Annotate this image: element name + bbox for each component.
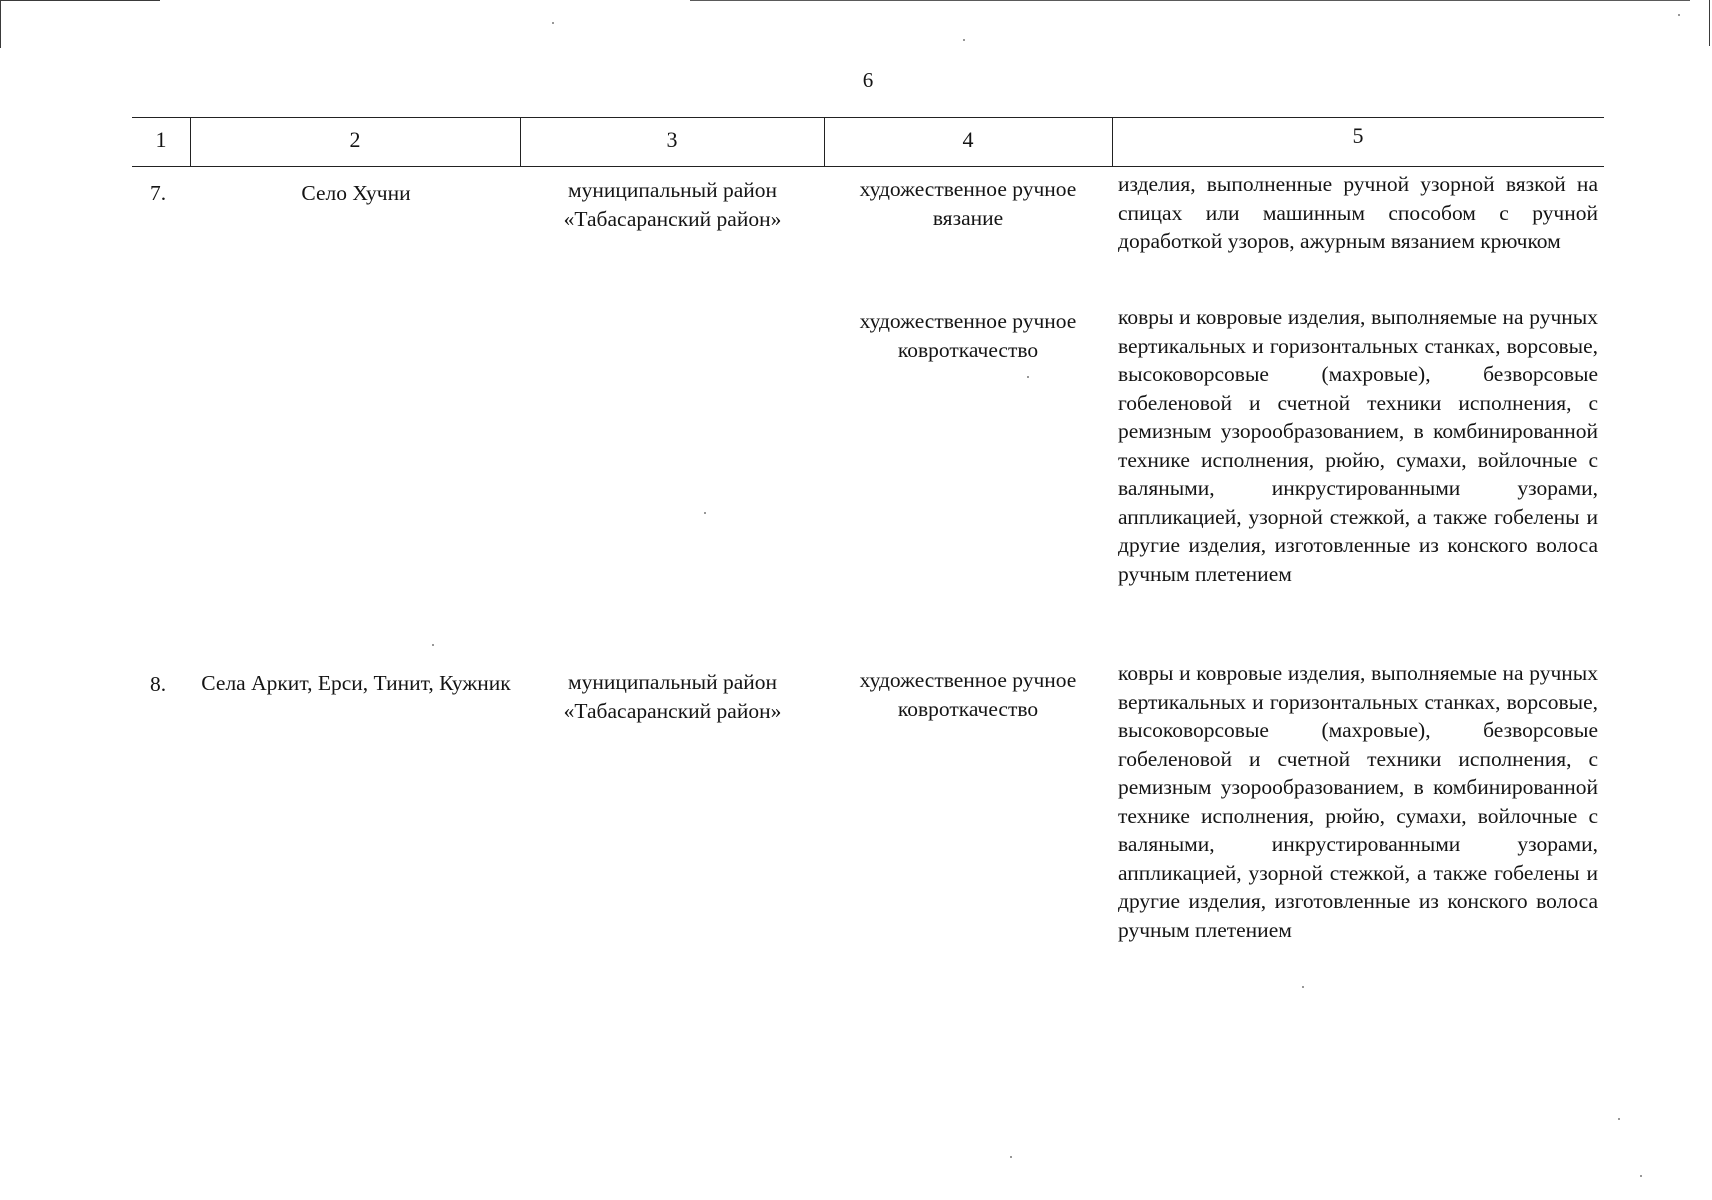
page-number: 6 — [862, 68, 874, 92]
header-bottom-rule — [132, 166, 1604, 167]
scan-speck — [1640, 1175, 1642, 1177]
scan-speck — [432, 644, 434, 646]
scan-speck — [1027, 376, 1029, 378]
header-top-rule — [132, 117, 1604, 118]
row-locality: Село Хучни — [301, 181, 411, 205]
row-craft: художественное ручное ковроткачество — [859, 309, 1077, 362]
row-craft-description: ковры и ковровые изделия, выполняемые на ручных вертикальных и горизонтальных станках, ворсовые, высоковорсовые (махровые), безворсовые гобеленовой и счетной техники исполнения, с ремизным узорообразованием, в комбинированной технике исполнения, рюйю, сумахи, войлочные с валяными, инкрустированными узорами, аппликацией, узорной стежкой, а также гобелены и другие изделия, изготовленные из конского волоса ручным плетением — [1118, 305, 1598, 586]
row-number: 8. — [150, 672, 167, 696]
scan-speck — [1618, 1118, 1620, 1120]
scan-speck — [1302, 986, 1304, 988]
row-district: муниципальный район «Табасаранский район» — [563, 178, 782, 231]
scan-speck — [1678, 14, 1680, 16]
row-craft: художественное ручное вязание — [859, 177, 1077, 230]
row-craft: художественное ручное ковроткачество — [859, 668, 1077, 721]
row-craft-description: ковры и ковровые изделия, выполняемые на ручных вертикальных и горизонтальных станках, ворсовые, высоковорсовые (махровые), безворсовые гобеленовой и счетной техники исполнения, с ремизным узорообразованием, в комбинированной технике исполнения, рюйю, сумахи, войлочные с валяными, инкрустированными узорами, аппликацией, узорной стежкой, а также гобелены и другие изделия, изготовленные из конского волоса ручным плетением — [1118, 661, 1598, 942]
scan-speck — [1010, 1156, 1012, 1158]
header-col-1: 1 — [155, 127, 167, 152]
header-col-3: 3 — [666, 127, 678, 152]
scan-speck — [552, 22, 554, 24]
row-district: муниципальный район «Табасаранский район» — [563, 670, 782, 723]
scan-edge-left — [0, 0, 1, 48]
header-col-5: 5 — [1352, 123, 1364, 148]
scan-edge-top — [0, 0, 160, 1]
row-craft-description: изделия, выполненные ручной узорной вязкой на спицах или машинным способом с ручной доработкой узоров, ажурным вязанием крючком — [1118, 172, 1598, 253]
table-header-row — [132, 113, 1604, 167]
header-col-2: 2 — [349, 127, 361, 152]
row-locality: Села Аркит, Ерси, Тинит, Кужник — [201, 671, 511, 695]
scan-edge-top-middle — [690, 0, 1690, 1]
scan-speck — [963, 39, 965, 41]
header-col-4: 4 — [962, 127, 974, 152]
scan-speck — [704, 512, 706, 514]
scan-edge-right — [1709, 0, 1710, 46]
row-number: 7. — [150, 181, 167, 205]
